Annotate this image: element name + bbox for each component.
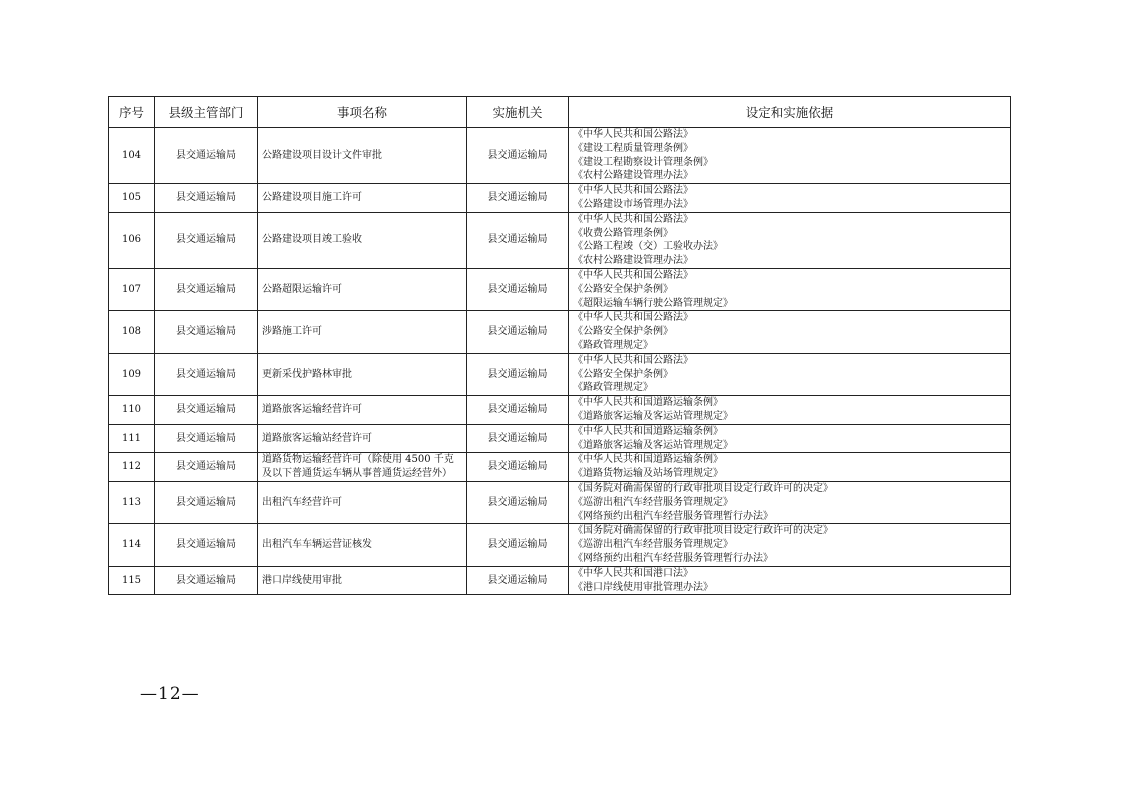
basis-line: 《中华人民共和国港口法》 <box>573 567 693 579</box>
cell-dept: 县交通运输局 <box>155 212 258 268</box>
table-row <box>109 524 1011 566</box>
item-table <box>108 96 1011 595</box>
cell-basis <box>569 424 1011 453</box>
basis-line: 《中华人民共和国公路法》 <box>573 213 693 225</box>
table-row <box>109 481 1011 523</box>
cell-agency: 县交通运输局 <box>467 396 569 425</box>
page-number: —12— <box>140 684 200 704</box>
cell-dept: 县交通运输局 <box>155 453 258 482</box>
table-row <box>109 424 1011 453</box>
table-row <box>109 566 1011 595</box>
basis-line: 《建设工程勘察设计管理条例》 <box>573 156 713 168</box>
basis-line: 《建设工程质量管理条例》 <box>573 142 693 154</box>
cell-dept: 县交通运输局 <box>155 268 258 310</box>
cell-item: 出租汽车车辆运营证核发 <box>258 524 467 566</box>
table-row <box>109 128 1011 184</box>
basis-line: 《中华人民共和国道路运输条例》 <box>573 397 723 409</box>
table-row <box>109 453 1011 482</box>
table-row <box>109 396 1011 425</box>
cell-agency: 县交通运输局 <box>467 212 569 268</box>
basis-line: 《网络预约出租汽车经营服务管理暂行办法》 <box>573 552 773 564</box>
basis-line: 《公路安全保护条例》 <box>573 326 673 338</box>
cell-no: 106 <box>109 212 155 268</box>
cell-dept: 县交通运输局 <box>155 128 258 184</box>
cell-item: 公路超限运输许可 <box>258 268 467 310</box>
cell-agency: 县交通运输局 <box>467 453 569 482</box>
cell-no: 112 <box>109 453 155 482</box>
basis-line: 《收费公路管理条例》 <box>573 227 673 239</box>
table-row <box>109 184 1011 213</box>
cell-basis <box>569 212 1011 268</box>
basis-line: 《公路工程竣（交）工验收办法》 <box>573 241 723 253</box>
cell-agency: 县交通运输局 <box>467 424 569 453</box>
header-agency: 实施机关 <box>467 97 569 128</box>
cell-agency: 县交通运输局 <box>467 184 569 213</box>
basis-line: 《国务院对确需保留的行政审批项目设定行政许可的决定》 <box>573 482 833 494</box>
cell-no: 115 <box>109 566 155 595</box>
table-row <box>109 212 1011 268</box>
basis-line: 《港口岸线使用审批管理办法》 <box>573 581 713 593</box>
cell-dept: 县交通运输局 <box>155 481 258 523</box>
cell-dept: 县交通运输局 <box>155 396 258 425</box>
header-item: 事项名称 <box>258 97 467 128</box>
table-body <box>109 128 1011 595</box>
cell-no: 104 <box>109 128 155 184</box>
cell-item: 道路货物运输经营许可（除使用 4500 千克及以下普通货运车辆从事普通货运经营外） <box>258 453 467 482</box>
cell-no: 111 <box>109 424 155 453</box>
cell-item: 公路建设项目施工许可 <box>258 184 467 213</box>
basis-line: 《国务院对确需保留的行政审批项目设定行政许可的决定》 <box>573 525 833 537</box>
basis-line: 《公路安全保护条例》 <box>573 368 673 380</box>
basis-line: 《超限运输车辆行驶公路管理规定》 <box>573 297 733 309</box>
cell-basis <box>569 184 1011 213</box>
basis-line: 《中华人民共和国道路运输条例》 <box>573 425 723 437</box>
table-row <box>109 311 1011 353</box>
basis-line: 《道路货物运输及站场管理规定》 <box>573 468 723 480</box>
table-row <box>109 353 1011 395</box>
basis-line: 《公路安全保护条例》 <box>573 283 673 295</box>
cell-basis <box>569 353 1011 395</box>
cell-basis <box>569 268 1011 310</box>
cell-no: 114 <box>109 524 155 566</box>
cell-item: 道路旅客运输经营许可 <box>258 396 467 425</box>
cell-basis <box>569 128 1011 184</box>
cell-agency: 县交通运输局 <box>467 128 569 184</box>
cell-dept: 县交通运输局 <box>155 311 258 353</box>
cell-item: 公路建设项目设计文件审批 <box>258 128 467 184</box>
cell-no: 108 <box>109 311 155 353</box>
basis-line: 《中华人民共和国道路运输条例》 <box>573 454 723 466</box>
basis-line: 《公路建设市场管理办法》 <box>573 198 693 210</box>
cell-agency: 县交通运输局 <box>467 566 569 595</box>
basis-line: 《路政管理规定》 <box>573 382 653 394</box>
cell-agency: 县交通运输局 <box>467 481 569 523</box>
basis-line: 《路政管理规定》 <box>573 339 653 351</box>
basis-line: 《农村公路建设管理办法》 <box>573 170 693 182</box>
cell-basis <box>569 524 1011 566</box>
cell-basis <box>569 396 1011 425</box>
basis-line: 《巡游出租汽车经营服务管理规定》 <box>573 496 733 508</box>
header-dept: 县级主管部门 <box>155 97 258 128</box>
cell-basis <box>569 481 1011 523</box>
table-row <box>109 268 1011 310</box>
basis-line: 《农村公路建设管理办法》 <box>573 255 693 267</box>
basis-line: 《巡游出租汽车经营服务管理规定》 <box>573 539 733 551</box>
cell-no: 110 <box>109 396 155 425</box>
cell-no: 113 <box>109 481 155 523</box>
cell-dept: 县交通运输局 <box>155 184 258 213</box>
cell-dept: 县交通运输局 <box>155 524 258 566</box>
header-basis: 设定和实施依据 <box>569 97 1011 128</box>
header-row <box>109 97 1011 128</box>
cell-item: 出租汽车经营许可 <box>258 481 467 523</box>
cell-basis <box>569 311 1011 353</box>
cell-no: 109 <box>109 353 155 395</box>
cell-basis <box>569 566 1011 595</box>
cell-item: 更新采伐护路林审批 <box>258 353 467 395</box>
cell-dept: 县交通运输局 <box>155 424 258 453</box>
cell-no: 105 <box>109 184 155 213</box>
basis-line: 《中华人民共和国公路法》 <box>573 269 693 281</box>
cell-agency: 县交通运输局 <box>467 268 569 310</box>
cell-agency: 县交通运输局 <box>467 524 569 566</box>
basis-line: 《网络预约出租汽车经营服务管理暂行办法》 <box>573 510 773 522</box>
basis-line: 《道路旅客运输及客运站管理规定》 <box>573 410 733 422</box>
cell-item: 港口岸线使用审批 <box>258 566 467 595</box>
basis-line: 《中华人民共和国公路法》 <box>573 312 693 324</box>
cell-agency: 县交通运输局 <box>467 311 569 353</box>
basis-line: 《中华人民共和国公路法》 <box>573 185 693 197</box>
cell-agency: 县交通运输局 <box>467 353 569 395</box>
cell-basis <box>569 453 1011 482</box>
cell-no: 107 <box>109 268 155 310</box>
cell-dept: 县交通运输局 <box>155 566 258 595</box>
cell-item: 涉路施工许可 <box>258 311 467 353</box>
cell-item: 道路旅客运输站经营许可 <box>258 424 467 453</box>
cell-dept: 县交通运输局 <box>155 353 258 395</box>
basis-line: 《中华人民共和国公路法》 <box>573 129 693 140</box>
basis-line: 《中华人民共和国公路法》 <box>573 354 693 366</box>
basis-line: 《道路旅客运输及客运站管理规定》 <box>573 439 733 451</box>
cell-item: 公路建设项目竣工验收 <box>258 212 467 268</box>
header-no: 序号 <box>109 97 155 128</box>
